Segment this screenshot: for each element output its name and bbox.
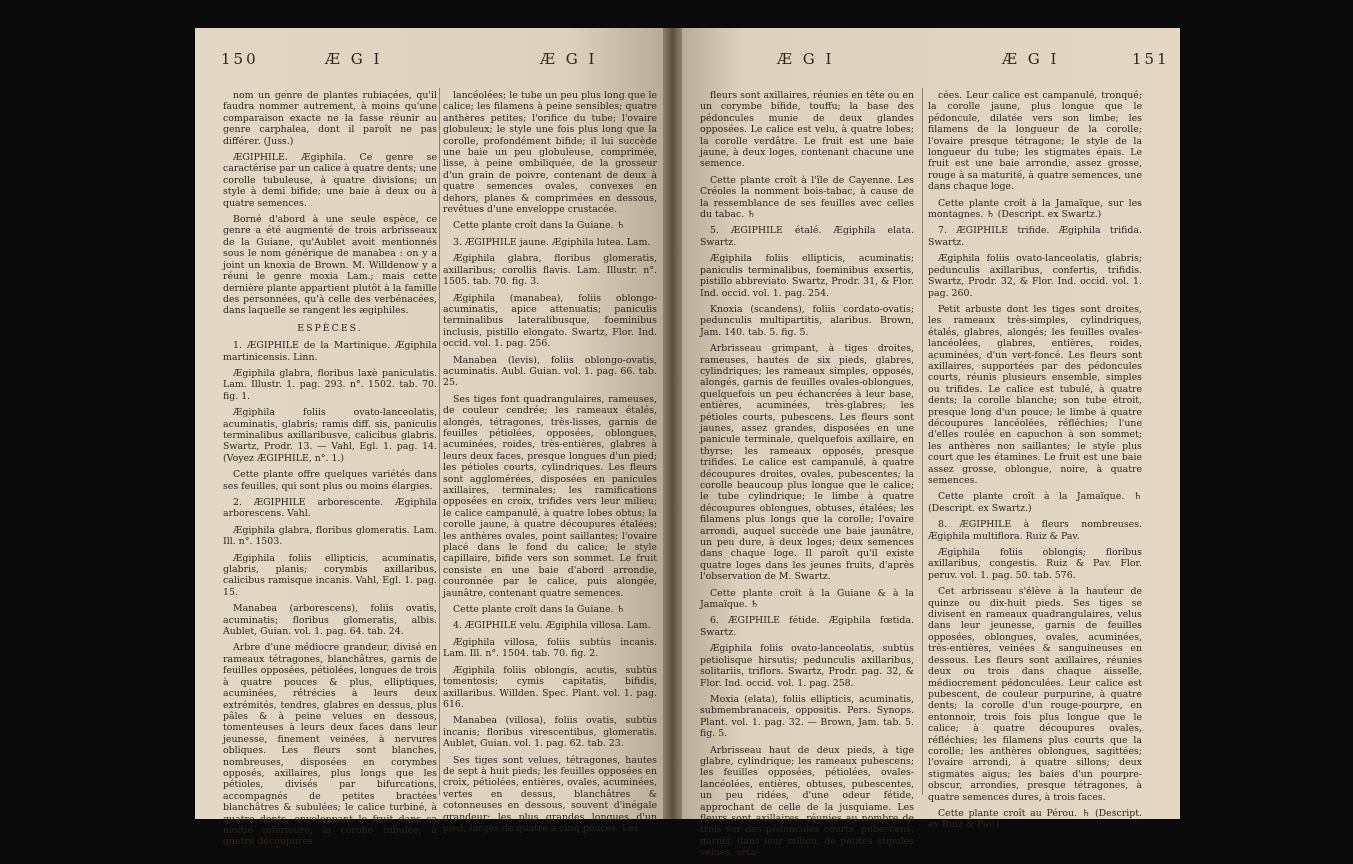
paragraph: Cette plante croît dans la Guiane. ♄ [453, 604, 625, 616]
paragraph: Ægiphila foliis ellipticis, acuminatis; paniculis terminalibus, foeminibus exsertis, pistillo abbreviato. Swartz, Prodr. 31, & Flor. Ind. occid. vol. 1. pag. 254. [700, 253, 914, 299]
right-page-column-1 [700, 90, 914, 864]
paragraph: Cette plante croît dans la Guiane. ♄ [453, 220, 625, 232]
paragraph: 6. ÆGIPHILE fétide. Ægiphila fœtida. Swartz. [700, 615, 914, 638]
paragraph: Cette plante offre quelques variétés dans ses feuilles, qui sont plus ou moins élargies. [223, 469, 437, 492]
book-gutter [663, 28, 682, 819]
paragraph: nom un genre de plantes rubiacées, qu'il faudra nommer autrement, à moins qu'une comparaison exacte ne la fasse réunir au genre carphalea, dont il paroît ne pas différer. (Juss.) [223, 90, 437, 147]
paragraph: Arbrisseau haut de deux pieds, à tige glabre, cylindrique; les rameaux pubescens; les feuilles opposées, pétiolées, ovales-lancéolées, entières, obtuses, pubescentes, un peu ridées, d'une odeur fétide, approchant de celle de la jusquiame. Les fleurs sont axillaires, réunies au nombre de trois sur des pédoncules courts, pubescens, garnis, dans leur milieu, de petites stipules velues, séta- [700, 744, 914, 859]
paragraph: Ægiphila foliis ovato-lanceolatis, subtùs petiolisque hirsutis; pedunculis axillaribus, solitariis, triflors. Swartz, Prodr. pag. 32, & Flor. Ind. occid. vol. 1. pag. 258. [700, 643, 914, 689]
paragraph: Arbre d'une médiocre grandeur, divisé en rameaux tétragones, blanchâtres, garnis de feuilles opposées, pétiolées, longues de trois à quatre pouces & plus, elliptiques, acuminées, rétrécies à leurs deux extrémités, tendres, glabres en dessus, plus pâles & à peine velues en dessous, tomenteuses à leurs deux faces dans leur jeunesse, finement veinées, à nervures obliques. Les fleurs sont blanches, nombreuses, disposées en corymbes opposés, axillaires, plus longs que les pétioles, divisés par bifurcations, accompagnés de petites bractées blanchâtres & subulées; le calice turbiné, à quatre dents, enveloppant le fruit dans sa moitié inférieure; la corolle tubulée, à quatre découpures [223, 642, 437, 848]
column-rule [439, 88, 440, 795]
paragraph: Manabea (villosa), foliis ovatis, subtùs incanis; floribus virescentibus, glomeratis. Aublet, Guian. vol. 1. pag. 62. tab. 23. [443, 715, 657, 750]
paragraph: Ægiphila foliis ovato-lanceolatis, acuminatis, glabris; ramis diff. sis, paniculis terminalibus axillaribusve, calicibus glabris. Swartz, Prodr. 13. — Vahl, Egl. 1. pag. 14. (Voyez ÆGIPHILE, n°. 1.) [223, 407, 437, 464]
left-page-column-1 [223, 90, 437, 853]
page-number-right: 151 [1132, 50, 1170, 68]
running-head: Æ G I [325, 50, 383, 68]
paragraph: Cette plante croît à la Jamaïque, sur les montagnes. ♄ (Descript. ex Swartz.) [928, 197, 1142, 221]
paragraph: Arbrisseau grimpant, à tiges droites, rameuses, hautes de six pieds, glabres, cylindriques; les rameaux simples, opposés, alongés, garnis de feuilles ovales-oblongues, quelquefois un peu échancrées à leur base, entières, acuminées, très-glabres; les pétioles courts, pubescens. Les fleurs sont jaunes, assez grandes, disposées en une panicule terminale, quelquefois axillaire, en thyrse; les rameaux opposés, presque trifides. Le calice est campanulé, à quatre découpures droites, ovales, pubescentes; la corolle beaucoup plus longue que le calice; le tube cylindrique; le limbe à quatre découpures oblongues, obtuses, étalées; les filamens plus longs que la corolle; l'ovaire arrondi, auquel succède une baie jaunâtre, un peu dure, à deux loges; deux semences dans chaque loge. Il paroît qu'il existe quatre loges dans les jeunes fruits, d'après l'observation de M. Swartz. [700, 343, 914, 583]
left-page [195, 28, 663, 848]
paragraph: Moxia (elata), foliis ellipticis, acuminatis, submembranaceis, oppositis. Pers. Synops. Plant. vol. 1. pag. 32. — Brown, Jam. tab. 5. fig. 5. [700, 693, 914, 740]
paragraph: Ægiphila glabra, floribus glomeratis, axillaribus; corollis flavis. Lam. Illustr. n°. 1505. tab. 70. fig. 3. [443, 253, 657, 288]
paragraph: 1. ÆGIPHILE de la Martinique. Ægiphila martinicensis. Linn. [223, 340, 437, 363]
paragraph: Manabea (arborescens), foliis ovatis, acuminatis; floribus glomeratis, albis. Aublet, Guian. vol. 1. pag. 64. tab. 24. [223, 603, 437, 638]
running-head: Æ G I [1002, 50, 1060, 68]
paragraph: Ægiphila foliis oblongis, acutis, subtùs tomentosis; cymis capitatis, bifidis, axillaribus. Willden. Spec. Plant. vol. 1. pag. 616. [443, 664, 657, 710]
right-page-column-2 [928, 90, 1142, 836]
paragraph: Ægiphila villosa, foliis subtùs incanis. Lam. Ill. n°. 1504. tab. 70. fig. 2. [443, 636, 657, 660]
paragraph: Petit arbuste dont les tiges sont droites, les rameaux très-simples, cylindriques, étalés, glabres, alongés; les feuilles ovales-lancéolées, glabres, entières, roides, acuminées, d'un vert-foncé. Les fleurs sont axillaires, supportées par des pédoncules courts, réunis plusieurs ensemble, simples ou trifides. Le calice est tubulé, à quatre dents; la corolle blanche; son tube étroit, presque long d'un pouce; le limbe à quatre découpures lancéolées, réfléchies; l'une d'elles roulée en capuchon à son sommet; les anthères non saillantes; le style plus court que les étamines. Le fruit est une baie assez grosse, oblongue, noire, à quatre semences. [928, 303, 1142, 486]
paragraph: 2. ÆGIPHILE arborescente. Ægiphila arborescens. Vahl. [223, 497, 437, 520]
paragraph: Cette plante croît à la Guiane & à la Jamaïque. ♄ [700, 587, 914, 611]
paragraph: 4. ÆGIPHILE velu. Ægiphila villosa. Lam. [453, 620, 651, 632]
paragraph: Cette plante croît au Pérou. ♄ (Descript. ex Ruiz & Pav.) [928, 807, 1142, 831]
running-head: Æ G I [540, 50, 598, 68]
paragraph: cées. Leur calice est campanulé, tronqué; la corolle jaune, plus longue que le pédoncule, dilatée vers son limbe; les filamens de la longueur de la corolle; l'ovaire presque tétragone; le style de la longueur du tube; les stigmates épais. Le fruit est une baie arrondie, assez grosse, rouge à sa maturité, à quatre semences, une dans chaque loge. [928, 90, 1142, 193]
section-heading: ESPÈCES. [297, 322, 363, 334]
paragraph: Ses tiges sont velues, tétragones, hautes de sept à huit pieds; les feuilles opposées en croix, pétiolées, entières, ovales, acuminées, vertes en dessus, blanchâtres & cotonneuses en dessous, souvent d'inégale grandeur; les plus grandes longues d'un pied, larges de quatre à cinq pouces. Les [443, 754, 657, 834]
paragraph: Cette plante croît à la Jamaïque. ♄ (Descript. ex Swartz.) [928, 491, 1142, 514]
paragraph: Ses tiges font quadrangulaires, rameuses, de couleur cendrée; les rameaux étalés, alongés, tétragones, très-lisses, garnis de feuilles pétiolées, opposées, oblongues, acuminées, roides, très-entières, glabres à leurs deux faces, presque longues d'un pied; les pétioles courts, cylindriques. Les fleurs sont agglomérées, disposées en panicules axillaires, terminales; les ramifications opposées en croix, trifides vers leur milieu; le calice campanulé, à quatre lobes obtus; la corolle jaune, à quatre découpures étalées; les anthères ovales, point saillantes; l'ovaire placé dans le fond du calice; le style capillaire, bifide vers son sommet. Le fruit consiste en une baie d'abord arrondie, couronnée par le calice, puis alongée, jaunâtre, contenant quatre semences. [443, 393, 657, 599]
paragraph: ÆGIPHILE. Ægiphila. Ce genre se caractérise par un calice à quatre dents; une corolle tubuleuse, à quatre divisions; un style à demi bifide; une baie à deux ou à quatre semences. [223, 152, 437, 209]
paragraph: Ægiphila foliis ellipticis, acuminatis, glabris, planis; corymbis axillaribus, calicibus ramisque incanis. Vahl, Egl. 1. pag. 15. [223, 552, 437, 598]
left-page-header [195, 50, 663, 78]
left-page-column-2 [443, 90, 657, 839]
paragraph: Manabea (levis), foliis oblongo-ovatis, acuminatis. Aubl. Guian. vol. 1. pag. 66. tab. 25. [443, 354, 657, 389]
paragraph: Borné d'abord à une seule espèce, ce genre a été augmenté de trois arbrisseaux de la Guiane, qu'Aublet avoit mentionnés sous le nom générique de manabea : on y a joint un knoxia de Brown. M. Willdenow y a réuni le genre moxia Lam.; mais cette dernière plante appartient plutôt à la famille des personnées, qu'à celle des verbénacées, dans laquelle se rangent les ægiphiles. [223, 214, 437, 317]
page-number-left: 150 [221, 50, 259, 68]
paragraph: Ægiphila foliis oblongis; floribus axillaribus, congestis. Ruiz & Pav. Flor. peruv. vol. 1. pag. 50. tab. 576. [928, 547, 1142, 581]
paragraph: lancéolées; le tube un peu plus long que le calice; les filamens à peine sensibles; quatre anthères petites; l'orifice du tube; l'ovaire globuleux; le style une fois plus long que la corolle, profondément bifide; il lui succède une baie un peu globuleuse, comprimée, lisse, à peine ombiliquée, de la grosseur d'un grain de poivre, contenant de deux à quatre semences ovales, convexes en dehors, planes & comprimées en dessous, revêtues d'une enveloppe crustacée. [443, 90, 657, 216]
paragraph: 5. ÆGIPHILE étalé. Ægiphila elata. Swartz. [700, 225, 914, 248]
running-head: Æ G I [777, 50, 835, 68]
paragraph: fleurs sont axillaires, réunies en tête ou en un corymbe bifide, touffu; la base des pédoncules munie de deux glandes opposées. Le calice est velu, à quatre lobes; la corolle verdâtre. Le fruit est une baie jaune, à deux loges, contenant chacune une semence. [700, 90, 914, 170]
paragraph: Ægiphila (manabea), foliis oblongo-acuminatis, apice attenuatis; paniculis terminalibus lateralibusque, foeminibus inclusis, pistillo elongato. Swartz, Flor. Ind. occid. vol. 1. pag. 256. [443, 292, 657, 350]
paragraph: Ægiphila glabra, floribus glomeratis. Lam. Ill. n°. 1503. [223, 524, 437, 548]
paragraph: 7. ÆGIPHILE trifide. Ægiphila trifida. Swartz. [928, 225, 1142, 248]
right-page [682, 28, 1180, 859]
paragraph: Cette plante croît à l'île de Cayenne. Les Créoles la nomment bois-tabac, à cause de la ressemblance de ses feuilles avec celles du tabac. ♄ [700, 174, 914, 221]
paragraph: Cet arbrisseau s'élève à la hauteur de quinze ou dix-huit pieds. Ses tiges se divisent en rameaux quadrangulaires, velus dans leur jeunesse, garnis de feuilles opposées, oblongues, ovales, acuminées, très-entières, veinées & sanguineuses en dessous. Les fleurs sont axillaires, réunies deux ou trois dans chaque aisselle, médiocrement pédonculées. Leur calice est pubescent, de couleur purpurine, à quatre dents; la corolle d'un rouge-pourpre, en entonnoir, trois fois plus longue que le calice; à quatre découpures ovales, réfléchies; les filamens plus courts que la corolle; les anthères oblongues, sagittées; l'ovaire arrondi, à quatre sillons; deux stigmates aigus; les baies d'un pourpre-obscur, arrondies, presque tétragones, à quatre semences dures, à trois faces. [928, 586, 1142, 803]
paragraph: Knoxia (scandens), foliis cordato-ovatis; pedunculis multipartitis, alaribus. Brown, Jam. 140. tab. 5. fig. 5. [700, 303, 914, 338]
paragraph: 8. ÆGIPHILE à fleurs nombreuses. Ægiphila multiflora. Ruiz & Pav. [928, 519, 1142, 542]
column-rule [922, 88, 923, 795]
paragraph: 3. ÆGIPHILE jaune. Ægiphila lutea. Lam. [453, 236, 651, 248]
paragraph: Ægiphila glabra, floribus laxè paniculatis. Lam. Illustr. 1. pag. 293. n°. 1502. tab. 70. fig. 1. [223, 367, 437, 402]
right-page-header [682, 50, 1180, 78]
paragraph: Ægiphila foliis ovato-lanceolatis, glabris; pedunculis axillaribus, confertis, trifidis. Swartz, Prodr. 32, & Flor. Ind. occid. vol. 1. pag. 260. [928, 253, 1142, 299]
